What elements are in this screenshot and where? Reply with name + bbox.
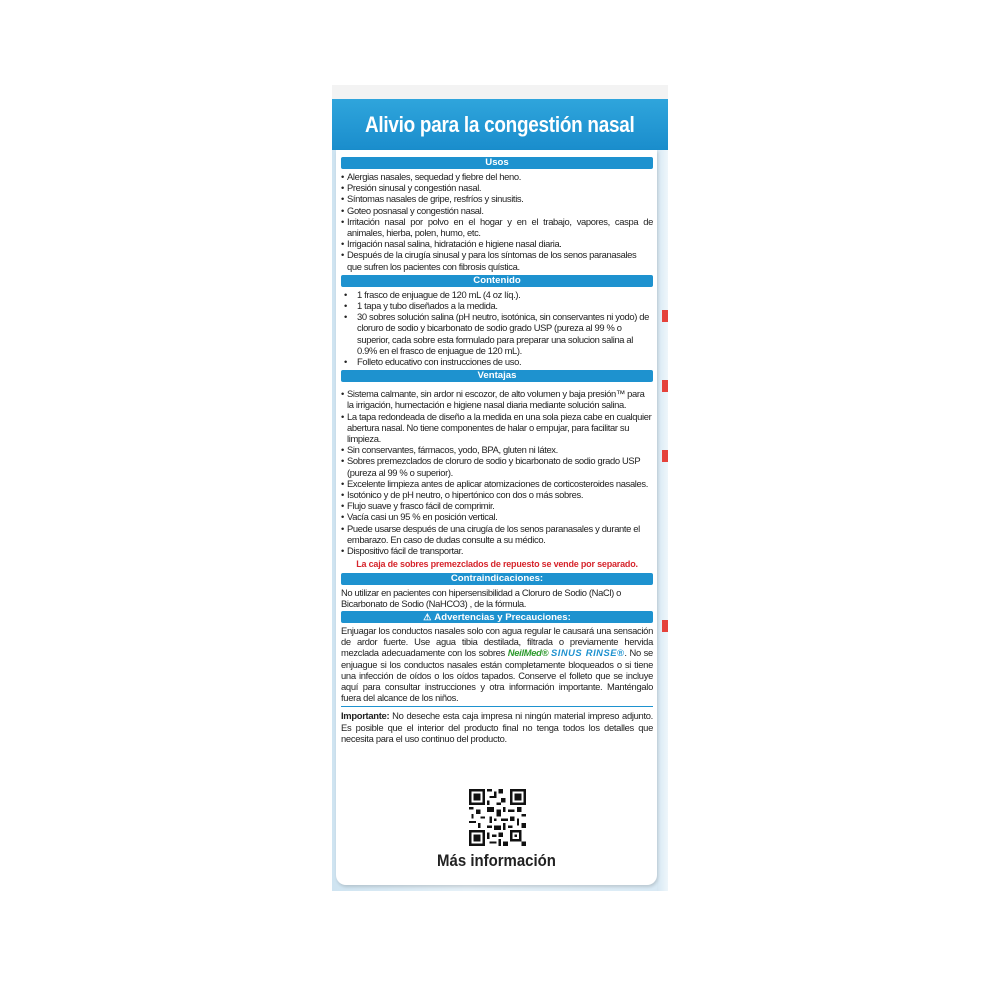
section-header-contenido: Contenido xyxy=(341,275,653,287)
title-banner xyxy=(332,99,668,150)
advertencias-text xyxy=(341,625,653,703)
importante-body: No deseche esta caja impresa ni ningún material impreso adjunto. Es posible que el interior del producto final no tenga todos los detalles que necesita para el uso continuo del producto. xyxy=(341,710,653,744)
divider xyxy=(341,706,653,707)
top-print-strip xyxy=(332,85,668,99)
list-item: • 1 tapa y tubo diseñados a la medida. xyxy=(341,300,653,311)
list-item: • Excelente limpieza antes de aplicar atomizaciones de corticosteroides nasales. xyxy=(341,478,653,489)
list-item: • Después de la cirugía sinusal y para los síntomas de los senos paranasales que sufren los pacientes con fibrosis quística. xyxy=(341,249,653,271)
contraindicaciones-text: No utilizar en pacientes con hipersensibilidad a Cloruro de Sodio (NaCl) o Bicarbonato de Sodio (NaHCO3) , de la fórmula. xyxy=(341,586,621,609)
list-item: • Vacía casi un 95 % en posición vertical. xyxy=(341,511,653,522)
section-header-ventajas: Ventajas xyxy=(341,370,653,382)
list-item: • Sin conservantes, fármacos, yodo, BPA, gluten ni látex. xyxy=(341,444,653,455)
usos-list xyxy=(341,171,653,272)
list-item: • Irrigación nasal salina, hidratación e higiene nasal diaria. xyxy=(341,238,653,249)
advertencias-text-b: . No se enjuague si los conductos nasales están completamente bloqueados o si tiene una infección de oídos o los oídos tapados. Conserve el folleto que se incluye aquí para consultar instrucciones y otra información importante. Manténgalo fuera del alcance de los niños. xyxy=(341,647,653,704)
list-item: • Irritación nasal por polvo en el hogar y en el trabajo, vapores, caspa de animales, hierba, polen, humo, etc. xyxy=(341,216,653,238)
list-item: • Alergias nasales, sequedad y fiebre del heno. xyxy=(341,171,653,182)
warning-icon: ⚠ xyxy=(423,611,432,622)
advertencias-text-a: Enjuagar los conductos nasales solo con agua regular le causará una sensación de ardor fuerte. Use agua tibia destilada, filtrada o previamente hervida mezclada adecuadamente con los sobres xyxy=(341,624,653,659)
list-item: • Sobres premezclados de cloruro de sodio y bicarbonato de sodio grado USP (pureza al 99 % o superior). xyxy=(341,455,653,477)
list-item: • Presión sinusal y congestión nasal. xyxy=(341,182,653,193)
list-item: • La tapa redondeada de diseño a la medida en una sola pieza cabe en cualquier abertura nasal. No tiene componentes de halar o empujar, para facilitar su limpieza. xyxy=(341,411,653,445)
more-info-label: Más información xyxy=(437,851,556,870)
section-header-contraindicaciones: Contraindicaciones: xyxy=(341,573,653,585)
list-item: • 1 frasco de enjuague de 120 mL (4 oz líq.). xyxy=(341,289,653,300)
panel-content xyxy=(341,156,653,744)
box-side-edge xyxy=(657,150,668,891)
list-item: • Dispositivo fácil de transportar. xyxy=(341,545,653,556)
advertencias-header-label: Advertencias y Precauciones: xyxy=(434,611,571,623)
list-item: • Puede usarse después de una cirugía de los senos paranasales y durante el embarazo. En caso de dudas consulte a su médico. xyxy=(341,523,653,545)
brand-sinus-rinse: SINUS RINSE® xyxy=(551,647,625,659)
qr-code[interactable] xyxy=(469,789,526,846)
ventajas-list xyxy=(341,388,653,556)
list-item: • Síntomas nasales de gripe, resfríos y sinusitis. xyxy=(341,193,653,204)
list-item: • Folleto educativo con instrucciones de uso. xyxy=(341,356,653,367)
list-item: • Sistema calmante, sin ardor ni escozor, de alto volumen y baja presión™ para la irrigación, humectación e higiene nasal diaria mediante solución salina. xyxy=(341,388,653,410)
section-header-advertencias xyxy=(341,611,653,623)
importante-label: Importante: xyxy=(341,710,390,722)
list-item: • 30 sobres solución salina (pH neutro, isotónica, sin conservantes ni yodo) de cloruro de sodio y bicarbonato de sodio grado USP (pureza al 99 % o superior, cada sobre esta formulado para preparar una solucion salina al 0.9% en el frasco de enjuague de 120 mL). xyxy=(341,311,653,356)
section-header-usos: Usos xyxy=(341,157,653,169)
page-title: Alivio para la congestión nasal xyxy=(365,111,635,137)
list-item: • Goteo posnasal y congestión nasal. xyxy=(341,205,653,216)
contenido-list xyxy=(341,289,653,367)
list-item: • Flujo suave y frasco fácil de comprimir. xyxy=(341,500,653,511)
brand-neilmed: NeilMed® xyxy=(507,647,549,659)
importante-text xyxy=(341,710,653,744)
refill-note: La caja de sobres premezclados de repuesto se vende por separado. xyxy=(356,559,638,570)
list-item: • Isotónico y de pH neutro, o hipertónico con dos o más sobres. xyxy=(341,489,653,500)
